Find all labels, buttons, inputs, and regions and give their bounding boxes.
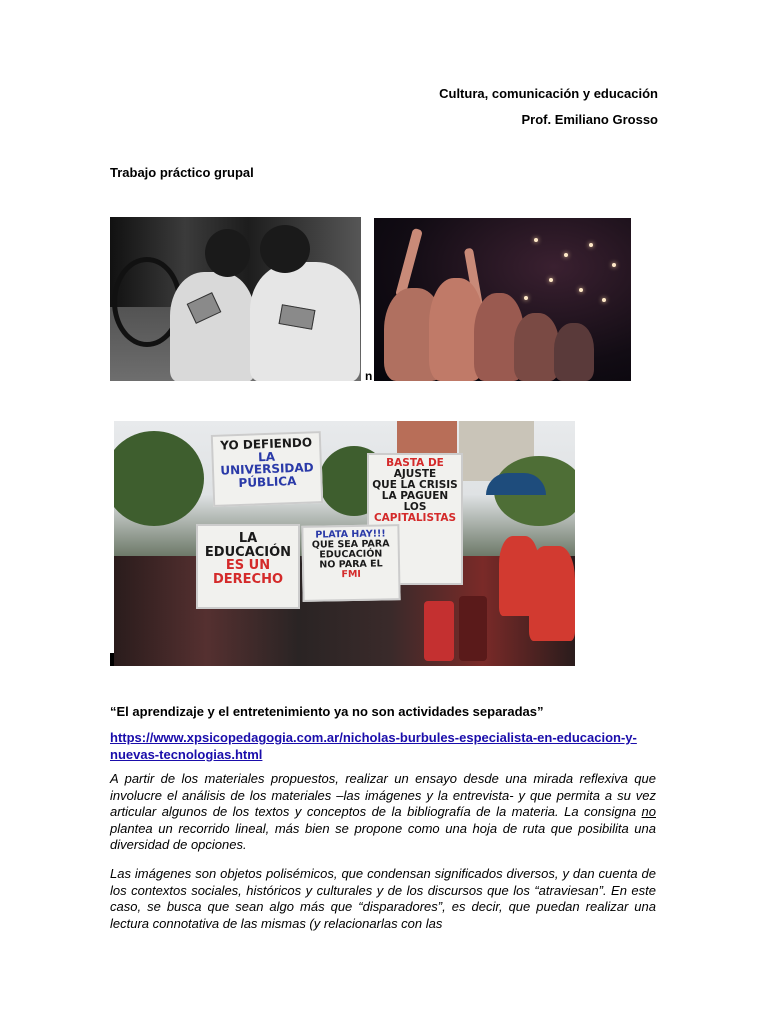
- drum: [459, 596, 487, 661]
- image-anchor-mark: [110, 653, 114, 666]
- phone-light: [589, 243, 593, 247]
- protest-sign-derecho: [196, 524, 300, 609]
- course-title: Cultura, comunicación y educación: [439, 86, 658, 101]
- protest-sign-fmi: [301, 524, 400, 602]
- paragraph-text: A partir de los materiales propuestos, realizar un ensayo desde una mirada reflexiva que involucre el análisis de los materiales –las imágenes y la entrevista- y que permita a su vez articular algunos de los textos y conceptos de la bibliografía de la materia. La consigna: [110, 771, 656, 820]
- sign-line: PLATA HAY!!!: [315, 528, 386, 541]
- drum: [424, 601, 454, 661]
- sign-line: FMI: [341, 568, 362, 581]
- photo-children-reading: [110, 217, 361, 381]
- sign-line: LA EDUCACIÓN: [204, 531, 292, 560]
- protest-sign-university: [211, 431, 323, 507]
- interview-link[interactable]: https://www.xpsicopedagogia.com.ar/nicholas-burbules-especialista-en-educacion-y-nuevas-tecnologias.html: [110, 730, 637, 762]
- quote-heading: “El aprendizaje y el entretenimiento ya no son actividades separadas”: [110, 704, 544, 719]
- phone-light: [524, 296, 528, 300]
- child-right-head: [260, 225, 310, 273]
- tree: [114, 431, 204, 526]
- protester-red-shirt: [529, 546, 575, 641]
- umbrella: [486, 473, 546, 495]
- sign-line: PÚBLICA: [238, 473, 297, 490]
- child-left: [170, 272, 255, 381]
- sign-line: YO DEFIENDO: [219, 435, 313, 453]
- crowd-person: [514, 313, 559, 381]
- emphasis-no: no: [641, 804, 656, 820]
- child-left-head: [205, 229, 250, 277]
- sign-line: QUE SEA PARA EDUCACIÓN: [311, 538, 390, 561]
- professor-name: Prof. Emiliano Grosso: [521, 112, 658, 127]
- sign-line: CAPITALISTAS: [373, 512, 457, 525]
- sign-line: LOS: [403, 501, 427, 514]
- paragraph-text: plantea un recorrido lineal, más bien se propone como una hoja de ruta que posibilita una diversidad de opciones.: [110, 820, 656, 853]
- sign-line: NO PARA EL: [319, 558, 383, 571]
- stray-character: n: [365, 369, 373, 383]
- document-heading: Trabajo práctico grupal: [110, 165, 254, 180]
- images-paragraph: Las imágenes son objetos polisémicos, que condensan significados diversos, y dan cuenta de los contextos sociales, históricos y culturales y de los discursos que los “atraviesan”. En este caso, se busca que sean algo más que “disparadores”, es decir, que puedan realizar una lectura connotativa de las mismas (y relacionarlas con las: [110, 866, 656, 931]
- phone-light: [549, 278, 553, 282]
- sign-line: QUE LA CRISIS: [372, 479, 458, 492]
- crowd-person: [554, 323, 594, 381]
- phone-light: [602, 298, 606, 302]
- sign-line: BASTA DE: [386, 457, 444, 469]
- photo-protest-march: [114, 421, 575, 666]
- sign-line: AJUSTE: [393, 468, 437, 481]
- phone-light: [534, 238, 538, 242]
- phone-light: [564, 253, 568, 257]
- phone-light: [579, 288, 583, 292]
- sign-line: DERECHO: [212, 571, 284, 587]
- sign-line: LA PAGUEN: [381, 490, 449, 503]
- sign-line: ES UN: [225, 558, 271, 574]
- sign-line: LA UNIVERSIDAD: [220, 449, 314, 478]
- photo-concert-crowd: [374, 218, 631, 381]
- phone-light: [612, 263, 616, 267]
- instructions-paragraph: [110, 771, 656, 854]
